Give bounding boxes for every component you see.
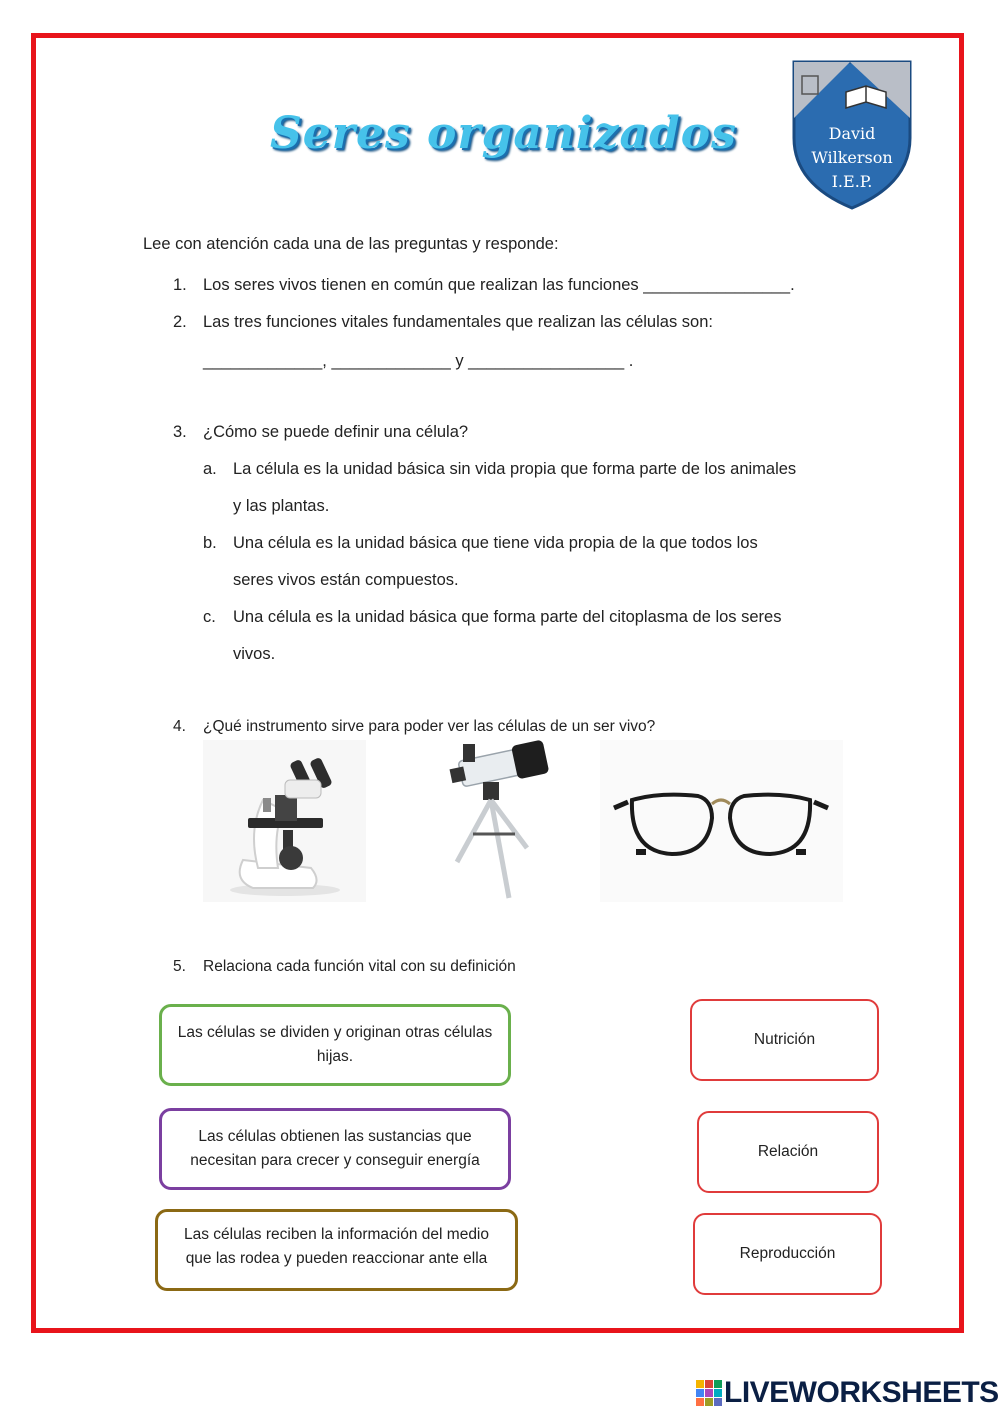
eyeglasses-image[interactable] [600,740,843,902]
q3-option-b-letter[interactable]: b. [203,534,217,552]
school-name-line3: I.E.P. [831,172,873,191]
q3-option-c-letter[interactable]: c. [203,608,216,626]
liveworksheets-brand: LIVEWORKSHEETS [724,1376,999,1409]
definition-box-nutrition[interactable]: Las células obtienen las sustancias que necesitan para crecer y conseguir energía [159,1108,511,1190]
q4-number: 4. [173,718,186,735]
school-name-line1: David [828,124,876,143]
telescope-image[interactable] [405,740,555,902]
q5-text: Relaciona cada función vital con su definición [203,958,516,975]
liveworksheets-logo-icon [696,1380,722,1406]
q3-option-a-line1[interactable]: La célula es la unidad básica sin vida propia que forma parte de los animales [233,460,797,478]
q3-option-a-line2[interactable]: y las plantas. [233,497,330,515]
definition-box-reproduction[interactable]: Las células se dividen y originan otras células hijas. [159,1004,511,1086]
q3-option-b-line1[interactable]: Una célula es la unidad básica que tiene vida propia de la que todos los [233,534,758,552]
q2-number: 2. [173,313,187,331]
function-box-nutricion[interactable]: Nutrición [690,999,879,1081]
function-box-relacion[interactable]: Relación [697,1111,879,1193]
q3-option-c-line2[interactable]: vivos. [233,645,276,663]
q2-blanks[interactable]: _____________, _____________ y _________________ . [203,352,634,370]
function-box-reproduccion[interactable]: Reproducción [693,1213,882,1295]
microscope-image[interactable] [203,740,366,902]
q5-number: 5. [173,958,186,975]
worksheet-title: Seres organizados [270,108,737,159]
q3-text: ¿Cómo se puede definir una célula? [203,423,469,441]
q4-text: ¿Qué instrumento sirve para poder ver las células de un ser vivo? [203,718,656,735]
school-name-line2: Wilkerson [811,148,893,167]
q3-option-a-letter[interactable]: a. [203,460,217,478]
definition-box-relation[interactable]: Las células reciben la información del medio que las rodea y pueden reaccionar ante ella [155,1209,518,1291]
instructions: Lee con atención cada una de las preguntas y responde: [143,235,559,253]
q1-text: Los seres vivos tienen en común que realizan las funciones ________________. [203,276,795,294]
q2-text: Las tres funciones vitales fundamentales que realizan las células son: [203,313,713,331]
q3-option-c-line1[interactable]: Una célula es la unidad básica que forma parte del citoplasma de los seres [233,608,782,626]
q1-number: 1. [173,276,187,294]
q3-number: 3. [173,423,187,441]
q3-option-b-line2[interactable]: seres vivos están compuestos. [233,571,459,589]
